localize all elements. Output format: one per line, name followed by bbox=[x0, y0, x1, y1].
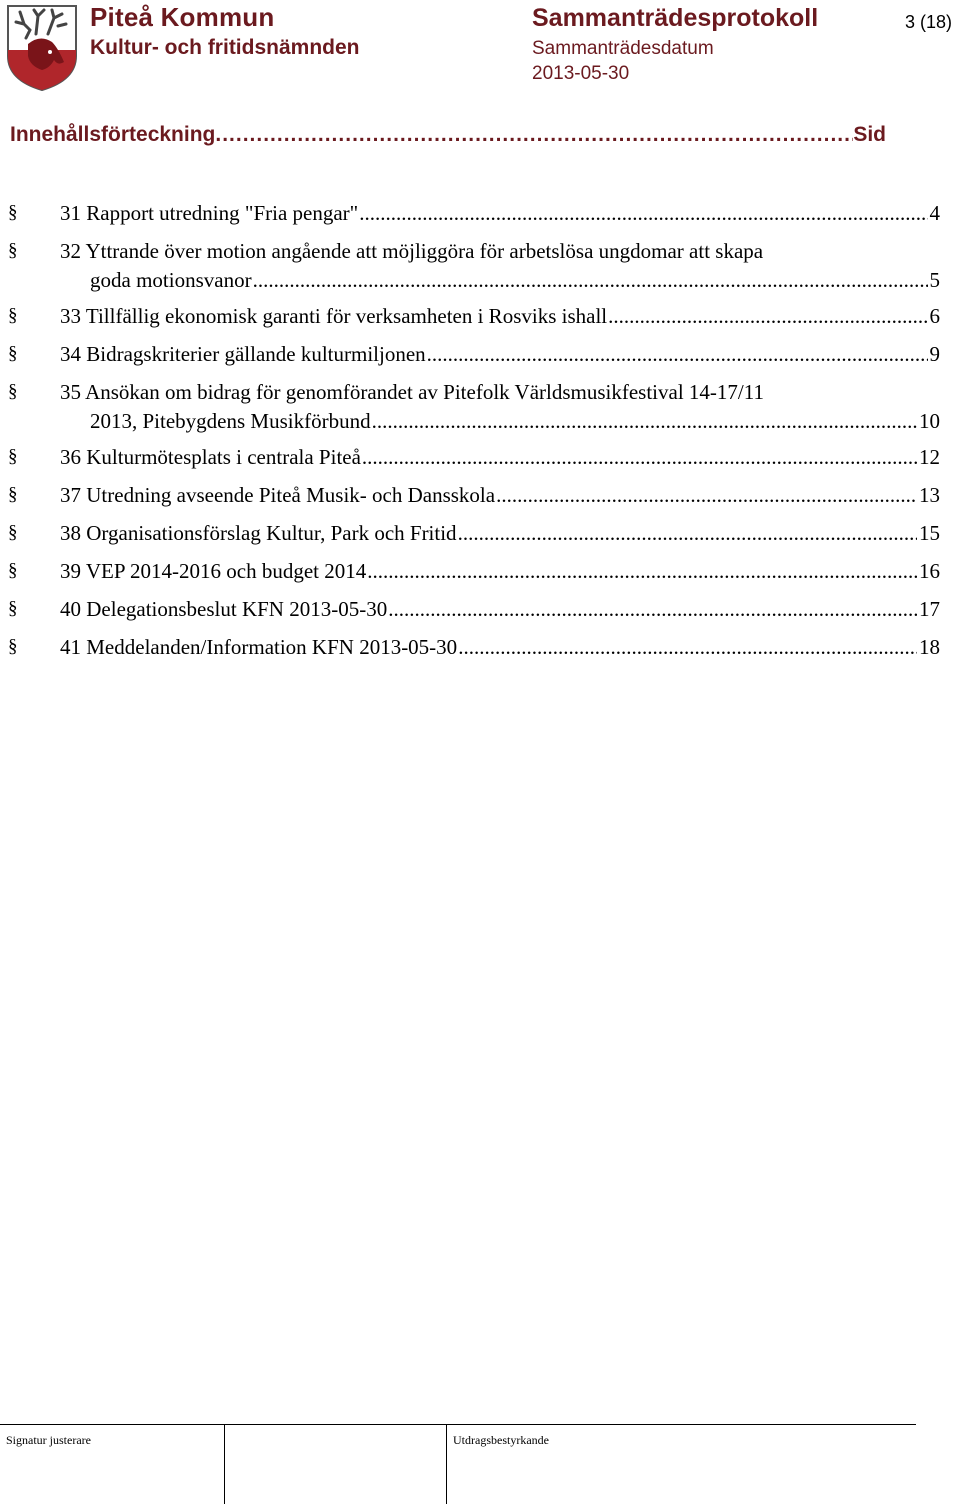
toc-entry-title: 2013, Pitebygdens Musikförbund bbox=[90, 409, 371, 433]
toc-leader-dots bbox=[387, 596, 917, 622]
toc-entry[interactable] bbox=[8, 482, 940, 508]
toc-leader-dots bbox=[252, 267, 928, 293]
toc-entry[interactable] bbox=[8, 558, 940, 584]
toc-entry[interactable] bbox=[8, 238, 940, 293]
toc-entry-page: 9 bbox=[929, 342, 940, 366]
toc-entry[interactable] bbox=[8, 520, 940, 546]
toc-entry-page: 4 bbox=[929, 201, 940, 225]
signature-cell bbox=[0, 1425, 225, 1504]
toc-entry-line bbox=[60, 408, 940, 434]
meeting-date-value: 2013-05-30 bbox=[532, 63, 630, 84]
municipality-logo bbox=[6, 4, 78, 92]
org-name: Piteå Kommun bbox=[90, 2, 275, 32]
section-symbol: § bbox=[8, 522, 18, 543]
toc-entry-page: 5 bbox=[929, 268, 940, 292]
toc-entry-line bbox=[60, 200, 940, 226]
toc-entry-page: 10 bbox=[919, 409, 940, 433]
toc-entry-page: 15 bbox=[919, 521, 940, 545]
toc-entry[interactable] bbox=[8, 634, 940, 660]
toc-leader-dots bbox=[607, 303, 927, 329]
toc-entry-title: 33 Tillfällig ekonomisk garanti för verksamheten i Rosviks ishall bbox=[60, 304, 608, 328]
toc-entry-title: 36 Kulturmötesplats i centrala Piteå bbox=[60, 445, 361, 469]
toc-leader-dots bbox=[361, 444, 917, 470]
toc-entry-title: 40 Delegationsbeslut KFN 2013-05-30 bbox=[60, 597, 388, 621]
toc-leader-dots bbox=[457, 520, 917, 546]
section-symbol: § bbox=[8, 305, 18, 326]
toc-entry-page: 13 bbox=[919, 483, 940, 507]
toc-entry-title: 37 Utredning avseende Piteå Musik- och Dansskola bbox=[60, 483, 496, 507]
signature-table bbox=[0, 1424, 916, 1504]
toc-entry-title: 35 Ansökan om bidrag för genomförandet av Pitefolk Världsmusikfestival 14-17/11 bbox=[60, 380, 764, 404]
toc-entry-line bbox=[60, 267, 940, 293]
toc-entry-page: 18 bbox=[919, 635, 940, 659]
toc-leader-dots bbox=[358, 200, 927, 226]
toc-entry-line bbox=[60, 444, 940, 470]
toc-entry-page: 12 bbox=[919, 445, 940, 469]
certification-cell bbox=[447, 1425, 916, 1504]
reindeer-shield-icon bbox=[6, 4, 78, 92]
toc-leader-dots bbox=[495, 482, 917, 508]
toc-entry-line bbox=[60, 558, 940, 584]
toc-entry[interactable] bbox=[8, 341, 940, 367]
toc-entry-title: goda motionsvanor bbox=[90, 268, 252, 292]
certification-label: Utdragsbestyrkande bbox=[453, 1433, 549, 1447]
toc-leader-dots bbox=[366, 558, 917, 584]
toc-entry-line bbox=[60, 238, 940, 267]
section-symbol: § bbox=[8, 446, 18, 467]
toc-entry[interactable] bbox=[8, 379, 940, 434]
toc-heading-leader bbox=[215, 123, 853, 147]
document-type: Sammanträdesprotokoll bbox=[532, 4, 819, 32]
toc-leader-dots bbox=[371, 408, 917, 434]
toc-entry-title: 32 Yttrande över motion angående att möjliggöra för arbetslösa ungdomar att skapa bbox=[60, 239, 764, 263]
toc-entry-line bbox=[60, 379, 940, 408]
section-symbol: § bbox=[8, 240, 18, 261]
toc-entry-page: 16 bbox=[919, 559, 940, 583]
toc-entry[interactable] bbox=[8, 596, 940, 622]
page-number: 3 (18) bbox=[905, 12, 953, 32]
toc-entry-line bbox=[60, 303, 940, 329]
section-symbol: § bbox=[8, 343, 18, 364]
toc-leader-dots bbox=[426, 341, 928, 367]
toc-entry-title: 41 Meddelanden/Information KFN 2013-05-30 bbox=[60, 635, 458, 659]
toc-leader-dots bbox=[457, 634, 917, 660]
section-symbol: § bbox=[8, 381, 18, 402]
toc-heading bbox=[10, 123, 886, 147]
toc-entry-page: 17 bbox=[919, 597, 940, 621]
toc-entry[interactable] bbox=[8, 444, 940, 470]
toc-title: Innehållsförteckning bbox=[10, 123, 216, 146]
section-symbol: § bbox=[8, 636, 18, 657]
toc-entry[interactable] bbox=[8, 200, 940, 226]
section-symbol: § bbox=[8, 202, 18, 223]
section-symbol: § bbox=[8, 560, 18, 581]
toc-entry-title: 39 VEP 2014-2016 och budget 2014 bbox=[60, 559, 367, 583]
toc-entry-title: 34 Bidragskriterier gällande kulturmiljonen bbox=[60, 342, 426, 366]
signature-blank-cell bbox=[224, 1425, 447, 1504]
toc-entry-title: 31 Rapport utredning "Fria pengar" bbox=[60, 201, 359, 225]
toc-entry-line bbox=[60, 596, 940, 622]
section-symbol: § bbox=[8, 598, 18, 619]
toc-entry-line bbox=[60, 520, 940, 546]
meeting-date-label: Sammanträdesdatum bbox=[532, 38, 714, 59]
toc-entry-line bbox=[60, 341, 940, 367]
toc-page-column-label: Sid bbox=[853, 123, 886, 146]
signature-label: Signatur justerare bbox=[6, 1433, 91, 1447]
toc-entry-page: 6 bbox=[929, 304, 940, 328]
toc-entry[interactable] bbox=[8, 303, 940, 329]
toc-entry-line bbox=[60, 482, 940, 508]
toc-entry-line bbox=[60, 634, 940, 660]
toc-entry-title: 38 Organisationsförslag Kultur, Park och Fritid bbox=[60, 521, 457, 545]
section-symbol: § bbox=[8, 484, 18, 505]
org-unit: Kultur- och fritidsnämnden bbox=[90, 36, 360, 59]
